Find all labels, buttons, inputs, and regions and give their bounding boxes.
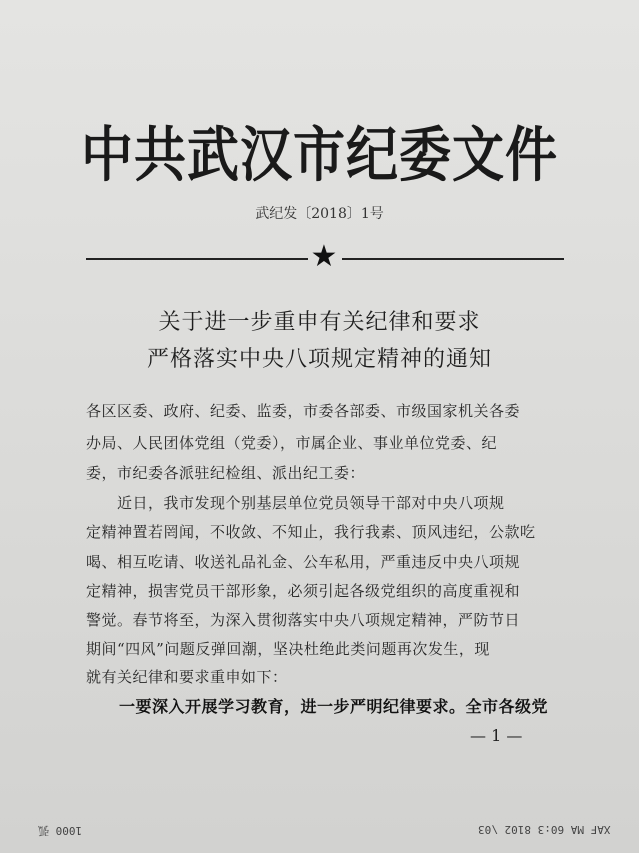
fax-stamp-right: XAF MA 60:3 8102 \03 bbox=[478, 823, 611, 836]
body-line: 一要深入开展学习教育，进一步严明纪律要求。全市各级党 bbox=[86, 697, 549, 716]
body-line: 近日，我市发现个别基层单位党员领导干部对中央八项规 bbox=[86, 494, 505, 512]
body-line: 警觉。春节将至，为深入贯彻落实中央八项规定精神，严防节日 bbox=[86, 611, 521, 629]
body-line: 期间“四风”问题反弹回潮，坚决杜绝此类问题再次发生，现 bbox=[86, 640, 490, 658]
separator-rule-right bbox=[342, 258, 564, 260]
document-number: 武纪发〔2018〕1号 bbox=[255, 206, 384, 222]
body-line: 委，市纪委各派驻纪检组、派出纪工委： bbox=[86, 464, 366, 482]
body-line: 定精神置若罔闻，不收敛、不知止，我行我素、顶风违纪，公款吃 bbox=[86, 523, 536, 541]
fax-stamp-left: 1000 弧 bbox=[38, 824, 83, 837]
star-icon: ★ bbox=[310, 239, 338, 274]
document-header-title: 中共武汉市纪委文件 bbox=[80, 121, 558, 191]
subject-line-2: 严格落实中央八项规定精神的通知 bbox=[146, 347, 492, 372]
body-line: 各区区委、政府、纪委、监委，市委各部委、市级国家机关各委 bbox=[86, 402, 521, 420]
body-line: 喝、相互吃请、收送礼品礼金、公车私用，严重违反中央八项规 bbox=[86, 553, 521, 571]
page-number: — 1 — bbox=[470, 726, 523, 745]
body-line: 办局、人民团体党组（党委），市属企业、事业单位党委、纪 bbox=[86, 434, 498, 452]
body-line: 定精神，损害党员干部形象，必须引起各级党组织的高度重视和 bbox=[86, 582, 521, 600]
separator-rule-left bbox=[86, 258, 308, 260]
body-line: 就有关纪律和要求重申如下： bbox=[86, 668, 288, 686]
subject-line-1: 关于进一步重申有关纪律和要求 bbox=[158, 310, 481, 335]
